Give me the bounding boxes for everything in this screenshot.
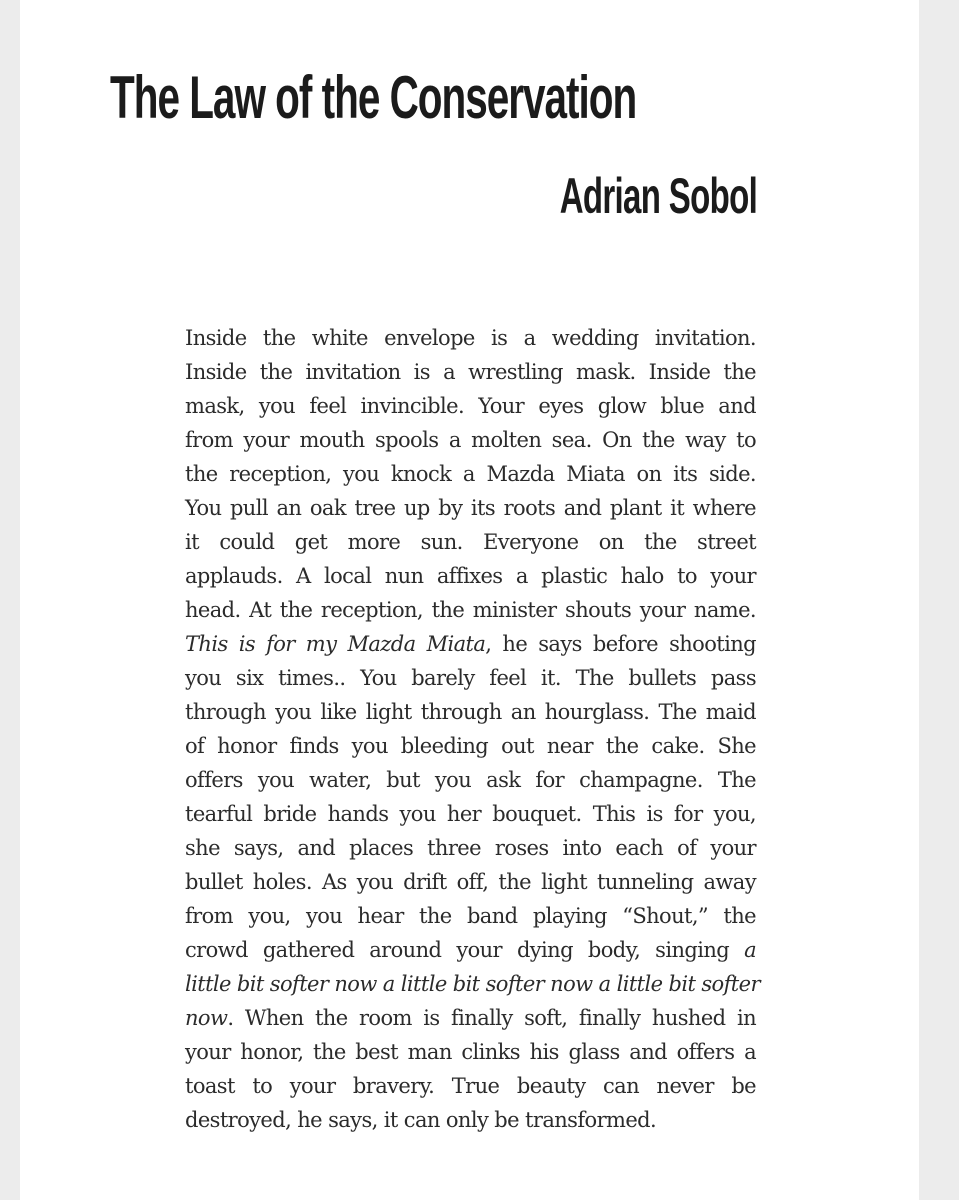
poem-line (185, 933, 756, 967)
poem-line (185, 423, 756, 457)
poem-line (185, 1103, 756, 1137)
italic-text: a (744, 938, 756, 962)
poem-text: applauds. A local nun affixes a plastic halo to your (185, 564, 756, 588)
poem-line (185, 593, 756, 627)
poem-text: from your mouth spools a molten sea. On the way to (185, 428, 756, 452)
poem-text: destroyed, he says, it can only be transformed. (185, 1108, 657, 1132)
poem-line (185, 967, 760, 1001)
poem-line (185, 899, 756, 933)
author-name: Adrian Sobol (559, 168, 757, 224)
poem-text: of honor finds you bleeding out near the cake. She (185, 734, 756, 758)
poem-line (185, 627, 756, 661)
poem-text: You pull an oak tree up by its roots and plant it where (185, 496, 756, 520)
poem-line (185, 355, 756, 389)
poem-body (185, 321, 760, 1137)
poem-line (185, 389, 756, 423)
poem-text: Inside the invitation is a wrestling mask. Inside the (185, 360, 756, 384)
poem-text: mask, you feel invincible. Your eyes glow blue and (185, 394, 756, 418)
poem-line (185, 695, 756, 729)
page (20, 0, 919, 1200)
poem-line (185, 661, 756, 695)
italic-text: This is for my Mazda Miata (185, 632, 486, 656)
poem-text: head. At the reception, the minister shouts your name. (185, 598, 756, 622)
poem-line (185, 729, 756, 763)
poem-text: through you like light through an hourglass. The maid (185, 700, 756, 724)
poem-line (185, 865, 756, 899)
poem-line (185, 1035, 756, 1069)
poem-line (185, 525, 756, 559)
italic-text: now (185, 1006, 228, 1030)
poem-text: your honor, the best man clinks his glass and offers a (185, 1040, 756, 1064)
poem-text: , he says before shooting (485, 632, 756, 656)
poem-line (185, 559, 756, 593)
poem-text: from you, you hear the band playing “Shout,” the (185, 904, 756, 928)
poem-line (185, 763, 756, 797)
poem-text: the reception, you knock a Mazda Miata on its side. (185, 462, 756, 486)
poem-text: you six times.. You barely feel it. The bullets pass (185, 666, 756, 690)
poem-text: toast to your bravery. True beauty can never be (185, 1074, 756, 1098)
poem-text: Inside the white envelope is a wedding invitation. (185, 326, 756, 350)
italic-text: little bit softer now a little bit softer now a little bit softer (185, 972, 760, 996)
poem-title: The Law of the Conservation (110, 64, 637, 131)
poem-line (185, 1069, 756, 1103)
poem-line (185, 321, 756, 355)
poem-text: crowd gathered around your dying body, singing (185, 938, 745, 962)
poem-text: offers you water, but you ask for champagne. The (185, 768, 756, 792)
poem-line (185, 1001, 756, 1035)
poem-text: it could get more sun. Everyone on the street (185, 530, 756, 554)
poem-line (185, 797, 756, 831)
poem-text: bullet holes. As you drift off, the light tunneling away (185, 870, 756, 894)
poem-line (185, 457, 756, 491)
poem-text: tearful bride hands you her bouquet. This is for you, (185, 802, 756, 826)
poem-line (185, 831, 756, 865)
poem-text: . When the room is finally soft, finally hushed in (227, 1006, 756, 1030)
poem-line (185, 491, 756, 525)
poem-text: she says, and places three roses into each of your (185, 836, 756, 860)
